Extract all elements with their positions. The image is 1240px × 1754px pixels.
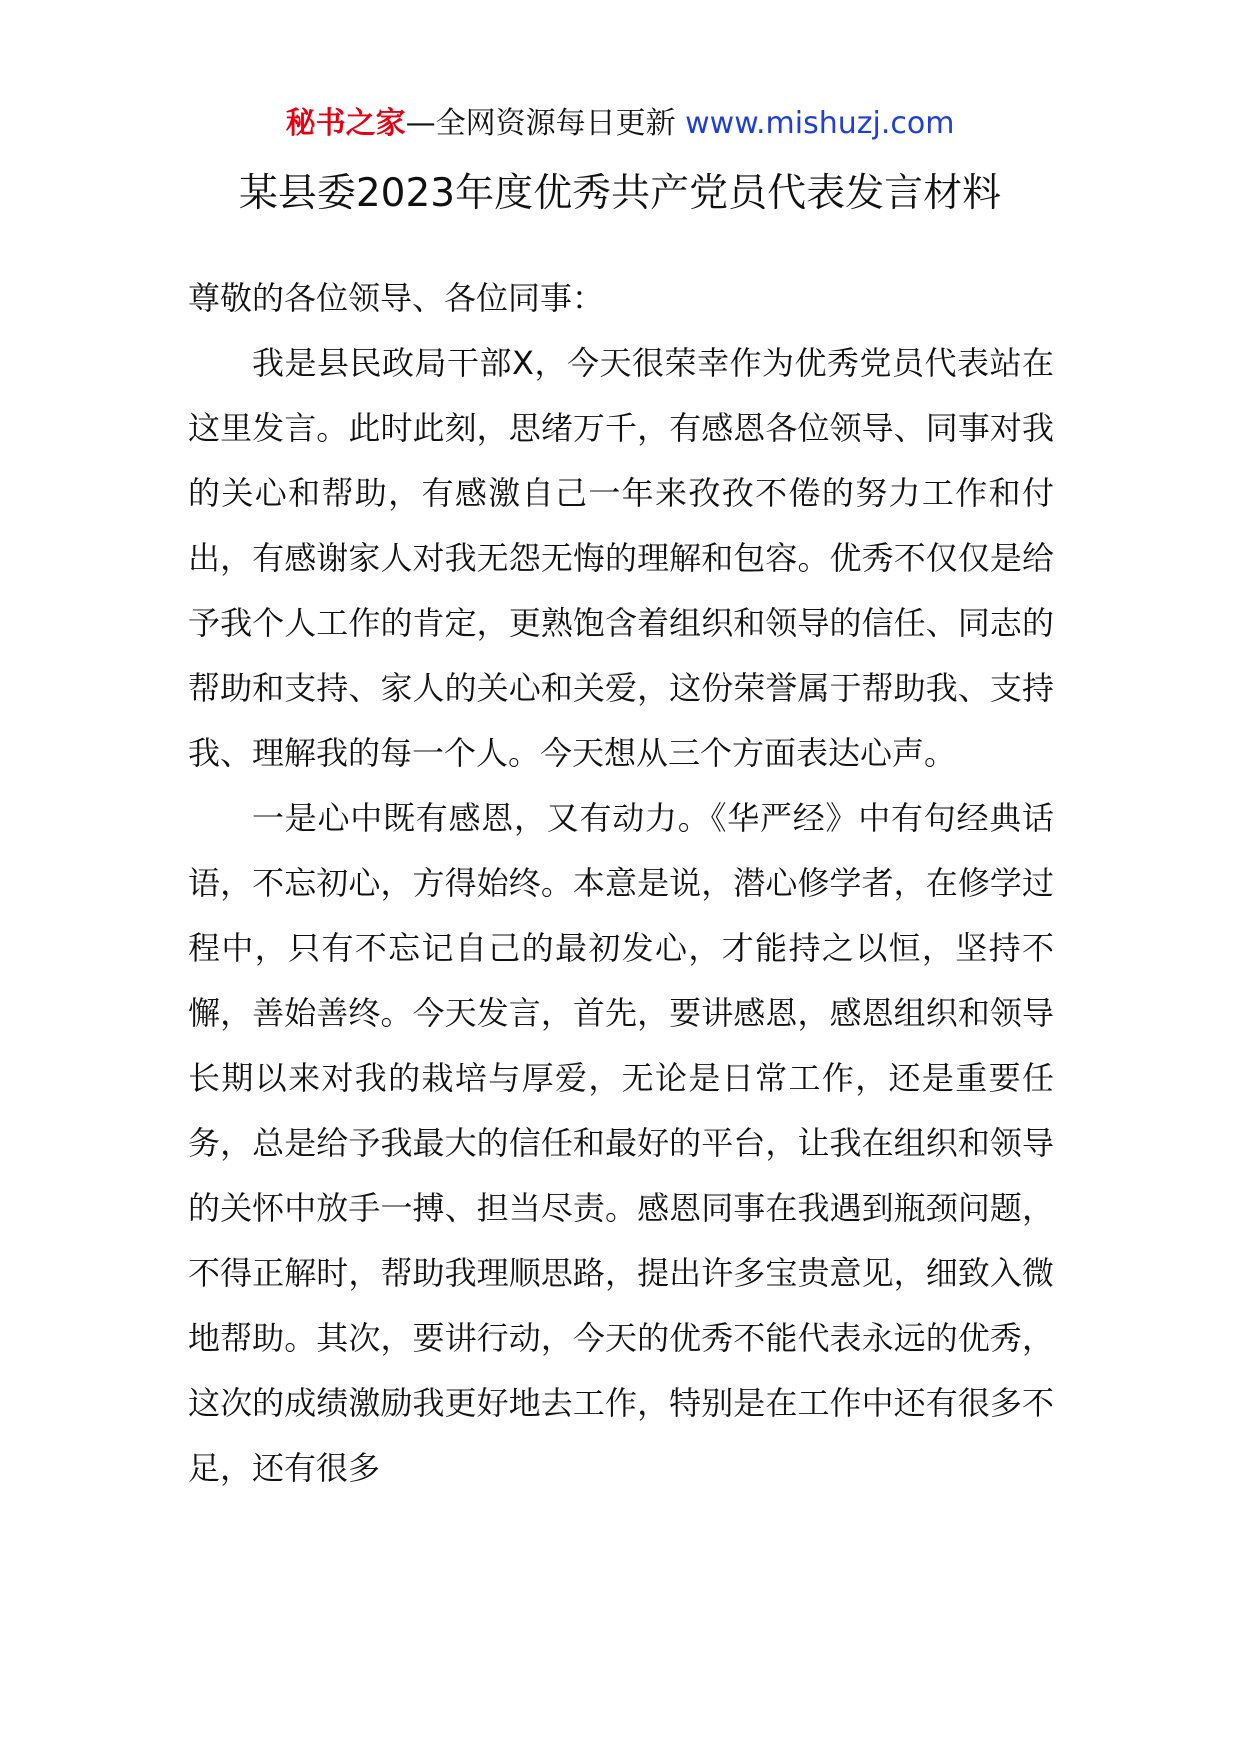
brand-name: 秘书之家 bbox=[285, 106, 406, 141]
salutation: 尊敬的各位领导、各位同事： bbox=[188, 279, 605, 317]
paragraph-point-one: 一是心中既有感恩，又有动力。《华严经》中有句经典话语，不忘初心，方得始终。本意是说，潜心修学者，在修学过程中，只有不忘记自己的最初发心，才能持之以恒，坚持不懈，善始善终。今天发言，首先，要讲感恩，感恩组织和领导长期以来对我的栽培与厚爱，无论是日常工作，还是重要任务，总是给予我最大的信任和最好的平台，让我在组织和领导的关怀中放手一搏、担当尽责。感恩同事在我遇到瓶颈问题，不得正解时，帮助我理顺思路，提出许多宝贵意见，细致入微地帮助。其次，要讲行动，今天的优秀不能代表永远的优秀，这次的成绩激励我更好地去工作，特别是在工作中还有很多不足，还有很多 bbox=[188, 799, 1054, 1487]
document-title: 某县委2023年度优秀共产党员代表发言材料 bbox=[238, 171, 1002, 216]
site-header bbox=[0, 104, 1240, 144]
document-body bbox=[188, 266, 1054, 1501]
header-tagline: —全网资源每日更新 bbox=[405, 106, 686, 141]
paragraph-intro: 我是县民政局干部X，今天很荣幸作为优秀党员代表站在这里发言。此时此刻，思绪万千，有感恩各位领导、同事对我的关心和帮助，有感激自己一年来孜孜不倦的努力工作和付出，有感谢家人对我无怨无悔的理解和包容。优秀不仅仅是给予我个人工作的肯定，更熟饱含着组织和领导的信任、同志的帮助和支持、家人的关心和关爱，这份荣誉属于帮助我、支持我、理解我的每一个人。今天想从三个方面表达心声。 bbox=[188, 344, 1054, 772]
site-url-link[interactable]: www.mishuzj.com bbox=[685, 106, 955, 141]
